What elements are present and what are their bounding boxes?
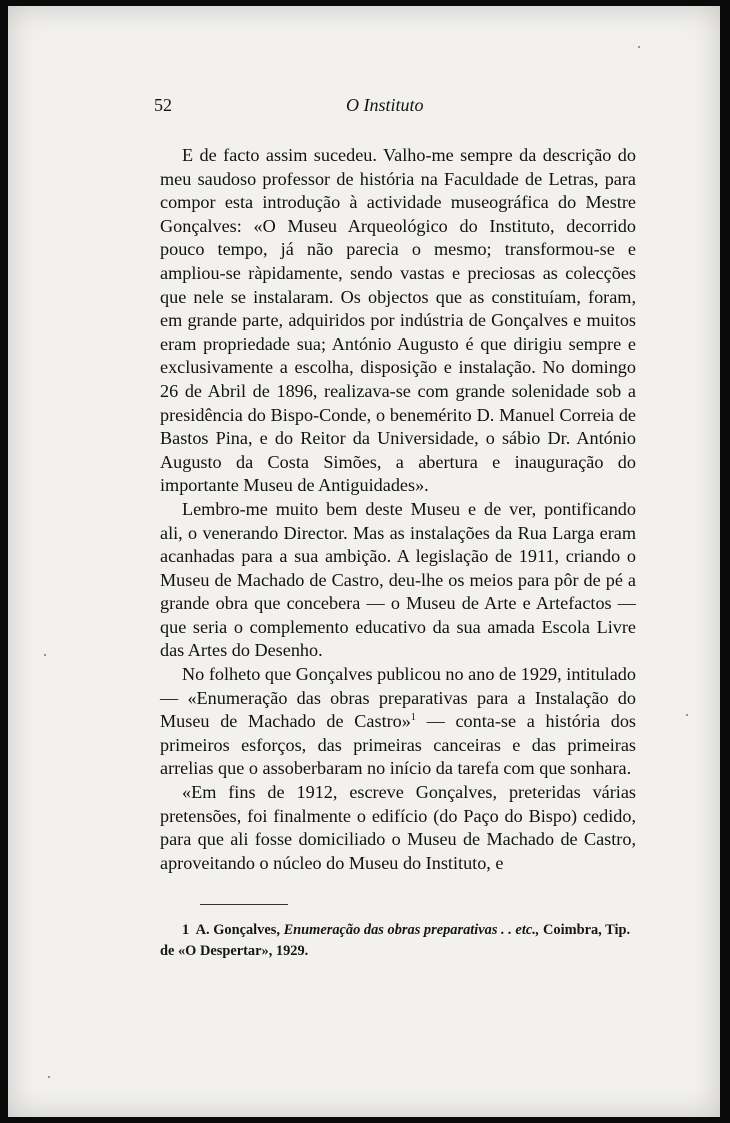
- footnote-work-title: Enumeração das obras preparativas . . etc.,: [283, 922, 540, 938]
- paragraph-text: No folheto que Gonçalves publicou no ano de 1929, intitulado — «Enumeração das obras preparativas para a Instalação do Museu de Machado de Castro»: [160, 664, 636, 732]
- paper-speck: [638, 46, 640, 48]
- paragraph: [160, 663, 636, 781]
- paper-speck: [48, 1076, 50, 1078]
- footnote-reference[interactable]: 1: [410, 712, 416, 724]
- body-text: [160, 144, 636, 875]
- paragraph: Lembro-me muito bem deste Museu e de ver, pontificando ali, o venerando Director. Mas as instalações da Rua Larga eram acanhadas para a sua ambição. A legislação de 1911, criando o Museu de Machado de Castro, deu-lhe os meios para pôr de pé a grande obra que concebera — o Museu de Arte e Artefactos — que seria o complemento educativo da sua amada Escola Livre das Artes do Desenho.: [160, 498, 636, 661]
- footnote-author: A. Gonçalves,: [195, 922, 280, 938]
- paragraph: E de facto assim sucedeu. Valho-me sempre da descrição do meu saudoso professor de história na Faculdade de Letras, para compor esta introdução à actividade museográfica do Mestre Gonçalves: «O Museu Arqueológico do Instituto, decorrido pouco tempo, já não parecia o mesmo; transformou-se e ampliou-se ràpidamente, sendo vastas e preciosas as colecções que nele se instalaram. Os objectos que as constituíam, foram, em grande parte, adquiridos por indústria de Gonçalves e muitos eram propriedade sua; António Augusto é que dirigiu sempre e exclusivamente a escolha, disposição e instalação. No domingo 26 de Abril de 1896, realizava-se com grande solenidade sob a presidência do Bispo-Conde, o benemérito D. Manuel Correia de Bastos Pina, e do Reitor da Universidade, o sábio Dr. António Augusto da Costa Simões, a abertura e inauguração do importante Museu de Antiguidades».: [160, 145, 636, 496]
- paper-speck: [44, 654, 46, 656]
- footnote-imprint: Coimbra, Tip. de «O Despertar», 1929.: [160, 922, 631, 959]
- page-number: 52: [154, 95, 172, 115]
- book-page: [8, 6, 720, 1117]
- paper-speck: [686, 714, 688, 716]
- footnote-divider: [200, 904, 288, 905]
- footnote-number: 1: [182, 922, 190, 938]
- paragraph: «Em fins de 1912, escreve Gonçalves, preteridas várias pretensões, foi finalmente o edifício (do Paço do Bispo) cedido, para que ali fosse domiciliado o Museu de Machado de Castro, aproveitando o núcleo do Museu do Instituto, e: [160, 782, 636, 873]
- paragraph-text: — conta-se a história dos primeiros esforços, das primeiras canceiras e das primeiras arrelias que o assoberbaram no início da tarefa com que sonhara.: [160, 711, 637, 779]
- page-header: [154, 95, 654, 123]
- running-title: O Instituto: [346, 95, 424, 115]
- footnote-text: [160, 920, 636, 962]
- footnote: [160, 920, 636, 962]
